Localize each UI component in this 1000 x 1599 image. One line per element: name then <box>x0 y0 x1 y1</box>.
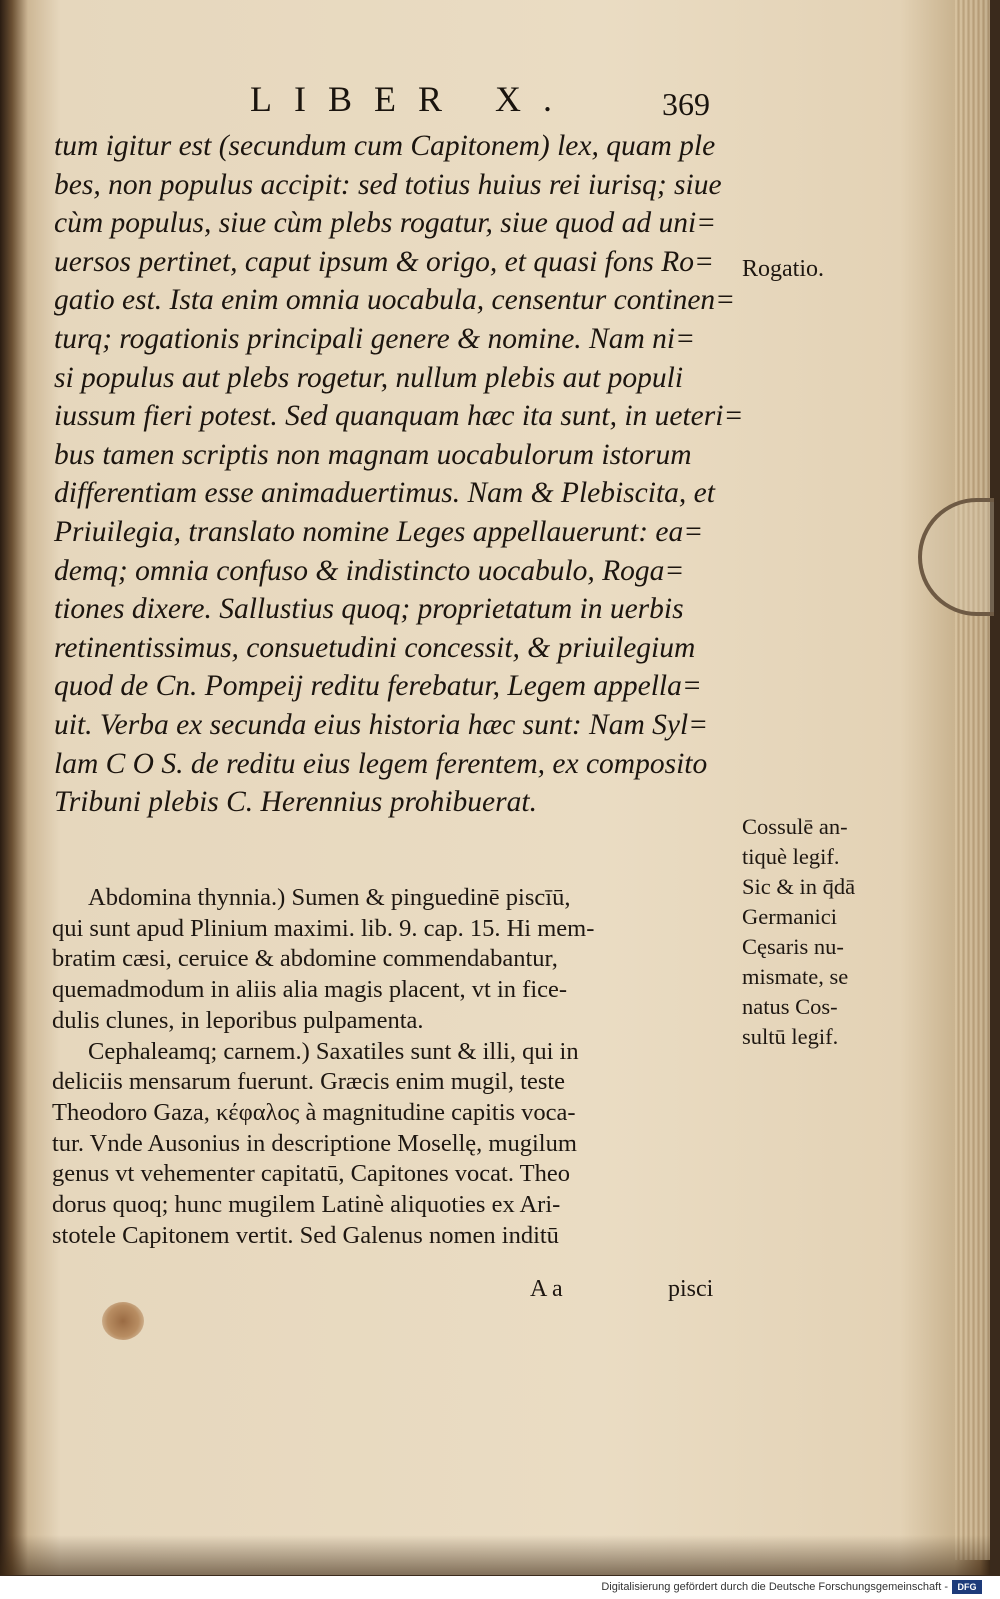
commentary-line: dulis clunes, in leporibus pulpamenta. <box>52 1006 424 1034</box>
marginal-note-line: Germanici <box>742 904 837 929</box>
commentary-line: genus vt vehementer capitatū, Capitones vocat. Theo <box>52 1160 570 1188</box>
commentary-line: dorus quoq; hunc mugilem Latinè aliquoties ex Ari- <box>52 1191 561 1219</box>
running-head: LIBER X. <box>250 79 574 119</box>
dfg-logo-icon: DFG <box>952 1580 982 1594</box>
commentary-line: Theodoro Gaza, κέφαλος à magnitudine capitis voca- <box>52 1098 576 1126</box>
marginal-note-cossule <box>742 812 855 1052</box>
commentary-line: Abdomina thynnia.) Sumen & pinguedinē piscīū, <box>88 884 571 911</box>
marginal-note-line: tiquè legif. <box>742 844 840 869</box>
main-text-line: demq; omnia confuso & indistincto uocabulo, Roga= <box>54 554 685 587</box>
commentary-line: deliciis mensarum fuerunt. Græcis enim mugil, teste <box>52 1068 566 1096</box>
main-text-line: iussum fieri potest. Sed quanquam hæc ita sunt, in ueteri= <box>54 400 744 433</box>
commentary-line: Cephaleamq; carnem.) Saxatiles sunt & illi, qui in <box>88 1037 579 1065</box>
main-text-line: bes, non populus accipit: sed totius huius rei iurisq; siue <box>54 168 722 201</box>
main-text-line: uit. Verba ex secunda eius historia hæc sunt: Nam Syl= <box>54 708 709 741</box>
main-text-line: tum igitur est (secundum cum Capitonem) lex, quam ple <box>54 130 716 162</box>
main-text-line: retinentissimus, consuetudini concessit, & priuilegium <box>54 631 696 664</box>
main-text-line: differentiam esse animaduertimus. Nam & Plebiscita, et <box>54 477 715 510</box>
main-text-line: turq; rogationis principali genere & nomine. Nam ni= <box>54 322 696 355</box>
marginal-note-line: Sic & in q̄dā <box>742 874 856 899</box>
main-text-line: cùm populus, siue cùm plebs rogatur, siue quod ad uni= <box>54 207 717 240</box>
marginal-note-line: mismate, se <box>742 964 849 989</box>
marginal-note-line: Cossulē an- <box>742 814 848 839</box>
page-bottom-shadow <box>0 1535 990 1575</box>
commentary-line: bratim cæsi, ceruice & abdomine commendabantur, <box>52 945 558 973</box>
page-edges <box>955 0 990 1560</box>
commentary-line: qui sunt apud Plinium maximi. lib. 9. cap. 15. Hi mem- <box>52 914 595 942</box>
catchword: pisci <box>668 1276 714 1302</box>
signature-mark: A a <box>530 1276 563 1302</box>
ink-stain <box>102 1302 144 1340</box>
main-text-line: uersos pertinet, caput ipsum & origo, et quasi fons Ro= <box>54 245 714 278</box>
main-text-line: tiones dixere. Sallustius quoq; proprietatum in uerbis <box>54 593 684 626</box>
main-text-line: bus tamen scriptis non magnam uocabulorum istorum <box>54 438 692 471</box>
marginal-note-rogatio: Rogatio. <box>742 256 824 282</box>
digitization-credit: Digitalisierung gefördert durch die Deutsche Forschungsgemeinschaft - <box>601 1581 948 1593</box>
commentary-line: stotele Capitonem vertit. Sed Galenus nomen inditū <box>52 1221 559 1249</box>
main-text-line: lam C O S. de reditu eius legem ferentem, ex composito <box>54 747 708 780</box>
marginal-note-line: natus Cos- <box>742 994 838 1019</box>
marginal-note-line: Cęsaris nu- <box>742 934 844 959</box>
commentary-line: tur. Vnde Ausonius in descriptione Mosellę, mugilum <box>52 1129 577 1157</box>
main-text-line: gatio est. Ista enim omnia uocabula, censentur continen= <box>54 284 736 317</box>
main-text-line: Tribuni plebis C. Herennius prohibuerat. <box>54 786 537 819</box>
main-text-line: quod de Cn. Pompeij reditu ferebatur, Legem appella= <box>54 670 702 703</box>
commentary-line: quemadmodum in aliis alia magis placent, vt in fice- <box>52 976 568 1004</box>
main-text-line: si populus aut plebs rogetur, nullum plebis aut populi <box>54 361 684 394</box>
commentary-block <box>52 883 742 1251</box>
main-text-block <box>54 127 744 822</box>
page-number: 369 <box>662 86 710 122</box>
main-text-line: Priuilegia, translato nomine Leges appellauerunt: ea= <box>54 515 704 548</box>
marginal-note-line: sultū legif. <box>742 1024 839 1049</box>
